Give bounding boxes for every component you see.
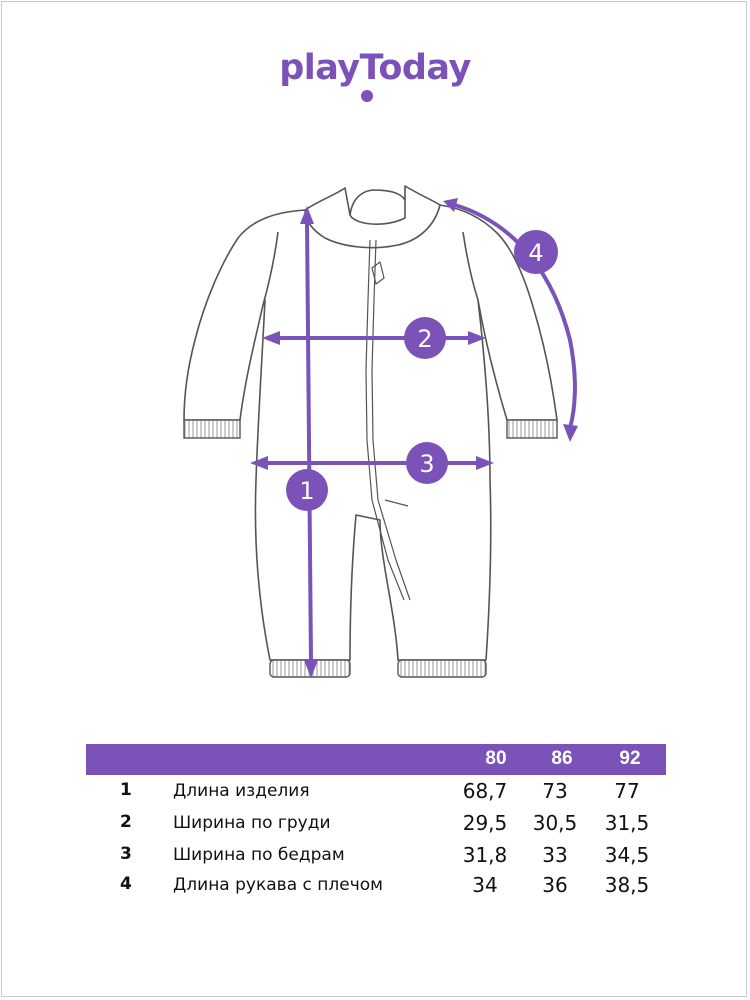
marker-2	[404, 317, 446, 359]
measure-line-length	[307, 222, 311, 662]
row-value: 31,5	[604, 811, 650, 835]
row-label: Длина рукава с плечом	[173, 875, 383, 895]
row-value: 36	[542, 873, 568, 897]
right-sleeve-cuff	[507, 420, 557, 438]
table-row	[0, 874, 750, 904]
size-column-80: 80	[485, 748, 507, 769]
row-value: 31,8	[462, 843, 508, 867]
svg-text:4: 4	[528, 239, 544, 267]
marker-1	[286, 469, 328, 511]
measure-line-sleeve	[455, 205, 575, 428]
row-value: 73	[542, 779, 568, 803]
size-table-header	[86, 744, 666, 775]
row-number: 3	[120, 844, 132, 864]
row-label: Ширина по бедрам	[173, 845, 345, 865]
row-label: Длина изделия	[173, 781, 310, 801]
row-number: 2	[120, 812, 132, 832]
svg-text:1: 1	[299, 477, 315, 505]
row-value: 33	[542, 843, 568, 867]
row-value: 34,5	[604, 843, 650, 867]
svg-text:3: 3	[419, 450, 435, 478]
row-value: 38,5	[604, 873, 650, 897]
table-row	[0, 812, 750, 842]
size-column-86: 86	[551, 748, 573, 769]
marker-4	[514, 230, 558, 274]
brand-logo: playToday	[279, 48, 471, 88]
marker-3	[406, 442, 448, 484]
right-leg-cuff	[398, 660, 486, 677]
svg-text:2: 2	[417, 325, 433, 353]
size-column-92: 92	[619, 748, 641, 769]
table-row	[0, 844, 750, 874]
left-sleeve-cuff	[184, 420, 240, 438]
row-value: 29,5	[462, 811, 508, 835]
row-value: 34	[472, 873, 498, 897]
table-row	[0, 780, 750, 810]
row-value: 30,5	[532, 811, 578, 835]
row-number: 4	[120, 874, 132, 894]
row-label: Ширина по груди	[173, 813, 331, 833]
row-value: 77	[614, 779, 640, 803]
row-number: 1	[120, 780, 132, 800]
row-value: 68,7	[462, 779, 508, 803]
